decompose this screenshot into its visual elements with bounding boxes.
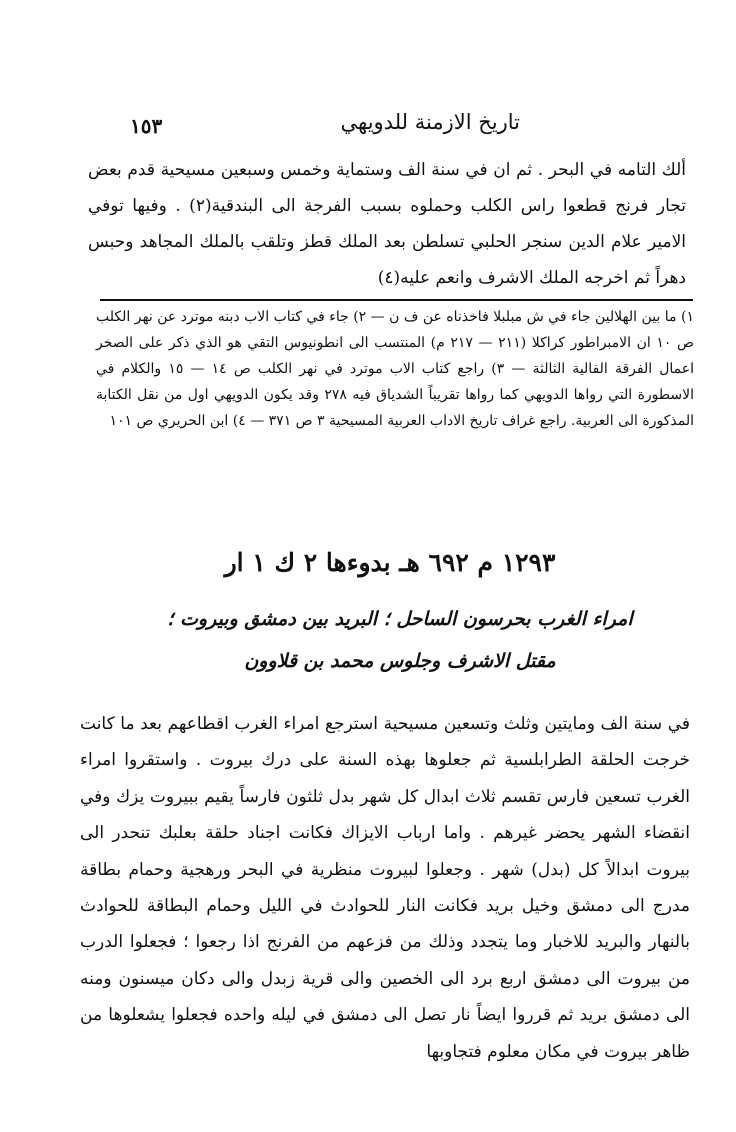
running-title: تاريخ الازمنة للدويهي [340, 110, 520, 134]
footnotes-block [96, 304, 694, 434]
main-paragraph: ألك التامه في البحر . ثم ان في سنة الف وستماية وخمس وسبعين مسيحية قدم بعض تجار فرنج قطعوا راس الكلب وحملوه بسبب الفرجة الى البندقية(٢) . وفيها توفي الامير علام الدين سنجر الحلبي تسلطن بعد الملك قطز وتلقب بالملك المجاهد وحبس دهراً ثم اخرجه الملك الاشرف وانعم عليه(٤) [88, 160, 687, 288]
section-subtitle-line-1: امراء الغرب بحرسون الساحل ؛ البريد بين دمشق وبيروت ؛ [167, 608, 633, 630]
main-text-block [88, 152, 686, 296]
footnote-divider [100, 299, 693, 301]
section-body-text [80, 706, 690, 1070]
section-subtitle-line-2: مقتل الاشرف وجلوس محمد بن قلاوون [244, 650, 556, 672]
footnotes-text: ١) ما بين الهلالين جاء في ش مبلبلا فاخذناه عن ف ن — ٢) جاء في كتاب الاب دبنه موترد عن نهر الكلب ص ١٠ ان الامبراطور كراكلا (٢١١ — ٢١٧ م) المنتسب الى انطونيوس التقي هو الذي ذكر على الصخر اعمال الفرقة الفالية الثالثة — ٣) راجع كتاب الاب موترد في نهر الكلب ص ١٤ — ١٥ والكلام في الاسطورة التي رواها الدويهي كما رواها تقريباً الشدياق فيه ٢٧٨ وقد يكون الدويهي اول من نقل الكتابة المذكورة الى العربية. راجع غراف تاريخ الاداب العربية المسيحية ٣ ص ٣٧١ — ٤) ابن الحريري ص ١٠١ [96, 309, 695, 429]
page-header [100, 106, 670, 146]
section-date-heading: ١٢٩٣ م ٦٩٢ هـ بدوءها ٢ ك ١ ار [224, 548, 556, 577]
section-paragraph: في سنة الف ومايتين وثلث وتسعين مسيحية استرجع امراء الغرب اقطاعهم بعد ما كانت خرجت الحلقة الطرابلسية ثم جعلوها بهذه السنة على درك بيروت . واستقروا امراء الغرب تسعين فارس تقسم ثلاث ابدال كل شهر بدل ثلثون فارساً يقيم ببيروت يزك وفي انقضاء الشهر يحضر غيرهم . واما ارباب الايزاك فكانت اجناد حلقة بعلبك تنحدر الى بيروت ابدالاً كل (بدل) شهر . وجعلوا لبيروت منظرية في البحر ورهجية وحمام بطاقة مدرج الى دمشق وخيل بريد فكانت النار للحوادث في الليل وحمام البطاقة للحوادث بالنهار والبريد للاخبار وما يتجدد وذلك من فزعهم من الفرنج اذا رجعوا ؛ فجعلوا الدرب من بيروت الى دمشق اربع برد الى الخصين والى قرية زبدل والى دكان ميسنون ومنه الى دمشق بريد ثم قرروا ايضاً نار تصل الى دمشق في ليله واحده فجعلوا يشعلوها من ظاهر بيروت في مكان معلوم فتجاوبها [80, 714, 690, 1062]
page-number: ١٥٣ [130, 114, 163, 138]
